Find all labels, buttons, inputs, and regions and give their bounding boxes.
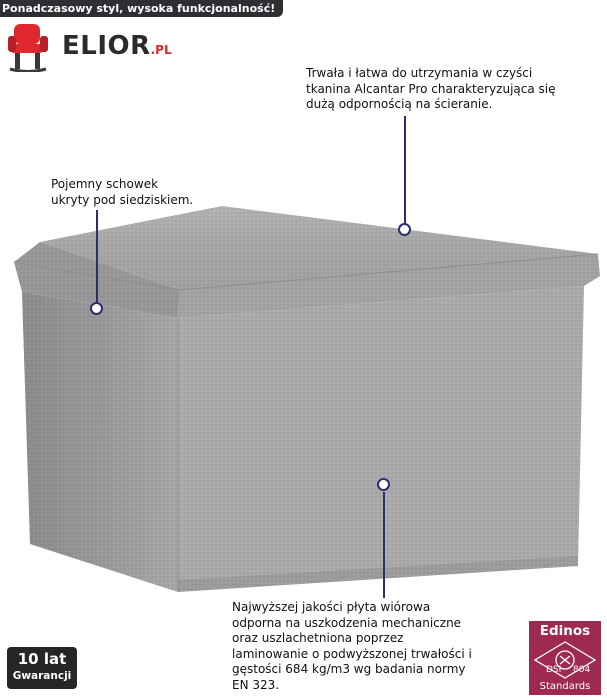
top-banner: Ponadczasowy styl, wysoka funkcjonalność! xyxy=(0,0,283,17)
fabric-line-2: tkanina Alcantar Pro charakteryzująca się xyxy=(306,81,556,96)
board-line-1: Najwyższej jakości płyta wiórowa xyxy=(232,600,431,614)
edinos-brand: Edinos xyxy=(539,623,591,639)
ottoman-front-face xyxy=(178,286,584,592)
storage-line-2: ukryty pod siedziskiem. xyxy=(51,192,194,207)
board-callout xyxy=(232,600,472,693)
fabric-pointer-line xyxy=(404,116,406,224)
storage-line-1: Pojemny schowek xyxy=(51,177,159,191)
logo-suffix: .PL xyxy=(150,43,172,57)
board-line-2: odporna na uszkodzenia mechaniczne xyxy=(232,615,462,630)
fabric-line-3: dużą odpornością na ścieranie. xyxy=(306,97,493,111)
storage-callout xyxy=(51,177,193,208)
warranty-label: Gwarancji xyxy=(12,670,72,682)
certificate-left-mark: DSI xyxy=(546,665,562,675)
board-pointer-line xyxy=(383,492,385,598)
warranty-badge xyxy=(7,647,77,689)
warranty-years: 10 lat xyxy=(17,650,67,668)
edinos-standards-label: Standards xyxy=(539,681,591,692)
edinos-certificate-badge xyxy=(529,621,601,695)
board-line-6: EN 323. xyxy=(232,677,280,692)
board-pointer-dot[interactable] xyxy=(377,478,390,491)
certificate-right-mark: 804 xyxy=(573,665,591,675)
board-line-5: gęstości 684 kg/m3 wg badania normy xyxy=(232,662,466,676)
storage-pointer-line xyxy=(96,210,98,302)
board-line-3: oraz uszlachetniona poprzez xyxy=(232,631,404,645)
certificate-seal-icon xyxy=(529,640,601,680)
storage-pointer-dot[interactable] xyxy=(90,302,103,315)
logo-name: ELIOR xyxy=(62,31,151,61)
fabric-pointer-dot[interactable] xyxy=(398,223,411,236)
fabric-callout xyxy=(306,66,556,113)
fabric-line-1: Trwała i łatwa do utrzymania w czyści xyxy=(306,66,533,80)
board-line-4: laminowanie o podwyższonej trwałości i xyxy=(232,646,472,661)
